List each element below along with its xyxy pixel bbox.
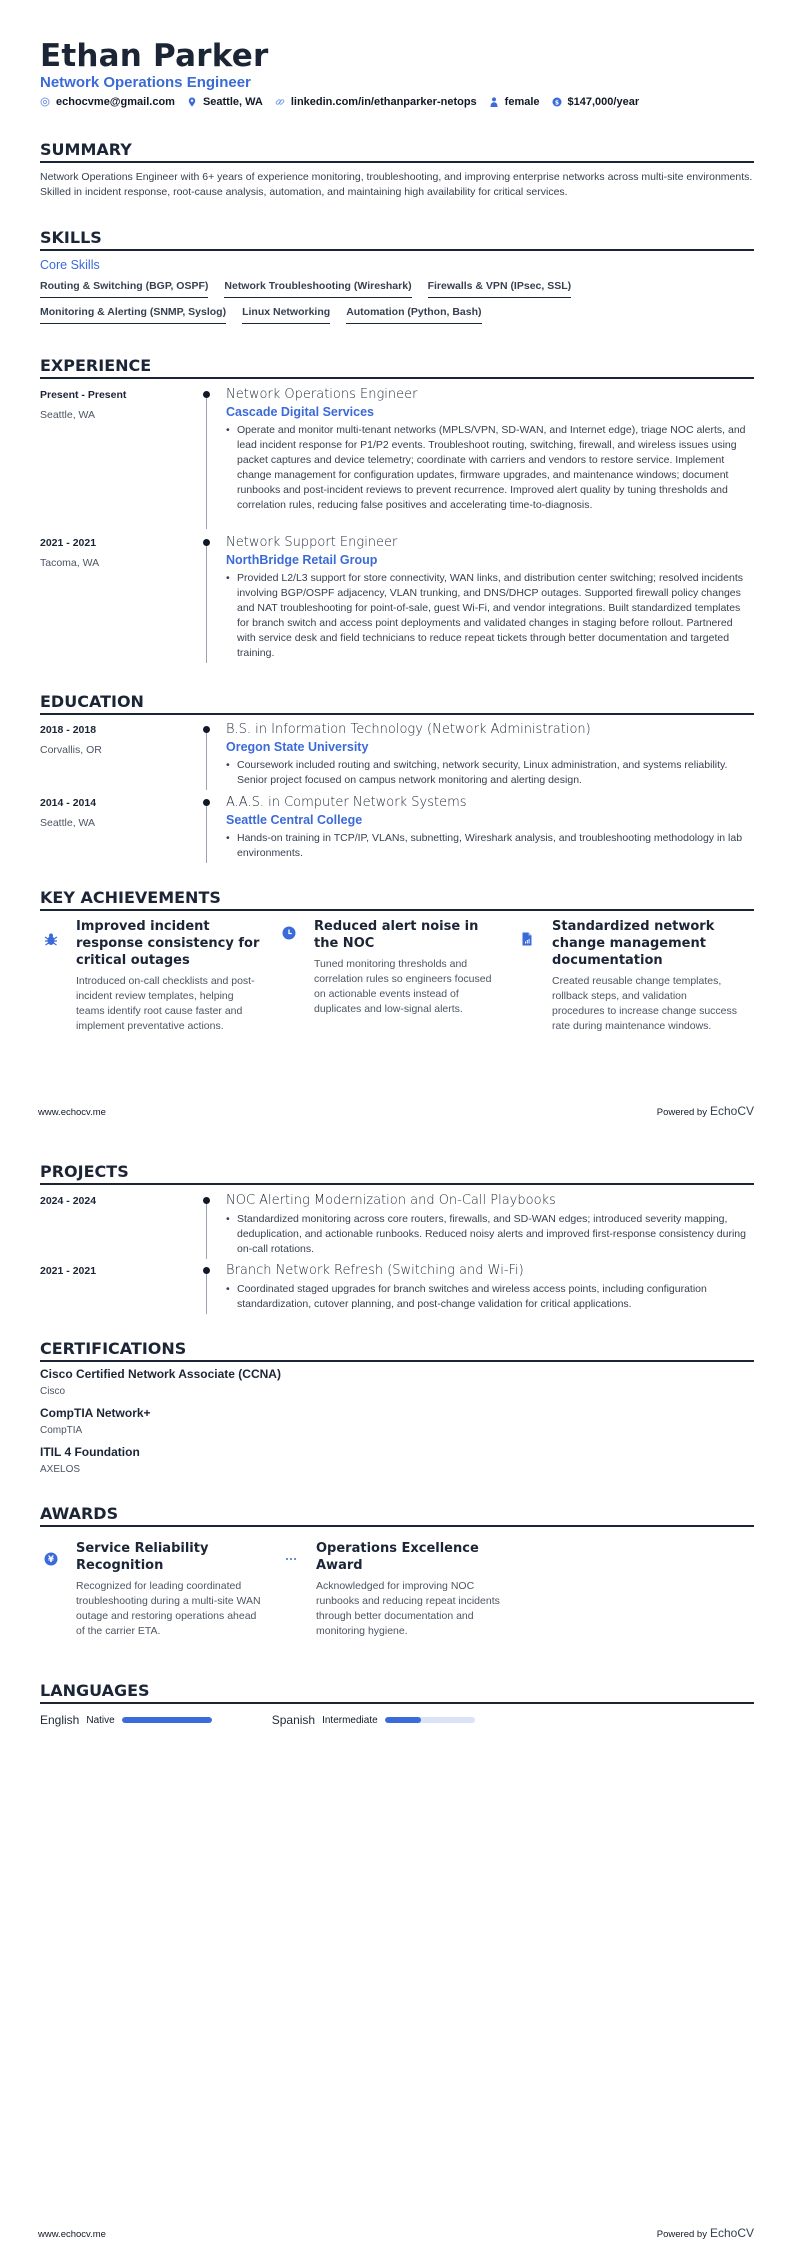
- language-level: Intermediate: [322, 1714, 378, 1726]
- section-title-summary: SUMMARY: [40, 140, 754, 163]
- certification-item: [40, 1445, 140, 1475]
- footer-powered-label: Powered by: [656, 1107, 707, 1118]
- candidate-name: Ethan Parker: [40, 38, 269, 74]
- bug-icon: [44, 932, 58, 946]
- achievements-grid: [40, 918, 754, 1034]
- contact-linkedin[interactable]: [275, 96, 477, 108]
- certification-issuer: Cisco: [40, 1386, 66, 1397]
- page-footer: [38, 1104, 754, 1118]
- page-footer: [38, 2226, 754, 2240]
- section-title-awards: AWARDS: [40, 1504, 754, 1527]
- contact-email-text: echocvme@gmail.com: [56, 96, 175, 108]
- timeline-line: [206, 1269, 207, 1314]
- entry-bullet: • Coursework included routing and switching, network security, Linux administration, and systems reliability. Senior project focused on campus network monitoring and alerting design.: [226, 758, 754, 788]
- certification-name: Cisco Certified Network Associate (CCNA): [40, 1367, 281, 1381]
- timeline-line: [206, 393, 207, 529]
- section-title-languages: LANGUAGES: [40, 1681, 754, 1704]
- skill-tag: Network Troubleshooting (Wireshark): [224, 280, 411, 298]
- project-name: Branch Network Refresh (Switching and Wi-Fi): [226, 1263, 524, 1278]
- summary-text: Network Operations Engineer with 6+ years of experience monitoring, troubleshooting, and improving enterprise networks across multi-site environments. Skilled in incident response, root-cause analysis, automation, and maintaining high availability for critical services.: [40, 171, 753, 198]
- timeline-dot: [203, 539, 210, 546]
- skill-tag: Monitoring & Alerting (SNMP, Syslog): [40, 306, 226, 324]
- document-chart-icon: [520, 932, 534, 946]
- language-proficiency-bar: [385, 1717, 475, 1723]
- footer-brand[interactable]: EchoCV: [709, 2226, 754, 2240]
- certification-name: CompTIA Network+: [40, 1406, 151, 1420]
- contact-email[interactable]: [40, 96, 175, 108]
- award-title: Service Reliability Recognition: [76, 1541, 209, 1573]
- entry-location: Seattle, WA: [40, 409, 96, 421]
- language-proficiency-fill: [122, 1717, 212, 1723]
- achievement-desc: Introduced on-call checklists and post-incident review templates, helping teams identify root cause faster and implement preventative actions.: [76, 975, 255, 1032]
- entry-role: Network Operations Engineer: [226, 387, 418, 402]
- award-item: [40, 1540, 280, 1639]
- entry-date: 2018 - 2018: [40, 724, 97, 736]
- certification-issuer: AXELOS: [40, 1464, 81, 1475]
- entry-bullet: • Coordinated staged upgrades for branch switches and wireless access points, including configuration standardization, cutover planning, and post-change validation for critical applications.: [226, 1282, 754, 1312]
- skills-row-2: [40, 306, 482, 324]
- yen-coin-icon: [44, 1552, 58, 1566]
- person-icon: [489, 97, 499, 107]
- certification-name: ITIL 4 Foundation: [40, 1445, 140, 1459]
- certification-issuer: CompTIA: [40, 1425, 83, 1436]
- language-proficiency-bar: [122, 1717, 212, 1723]
- contact-salary: [552, 96, 640, 108]
- entry-role: Network Support Engineer: [226, 535, 398, 550]
- languages-list: [40, 1713, 475, 1727]
- achievement-desc: Created reusable change templates, rollback steps, and validation procedures to increase change success rate during maintenance windows.: [552, 975, 738, 1032]
- entry-date: 2024 - 2024: [40, 1195, 97, 1207]
- entry-degree: B.S. in Information Technology (Network Administration): [226, 722, 591, 737]
- footer-site-link[interactable]: www.echocv.me: [38, 2229, 106, 2240]
- section-title-experience: EXPERIENCE: [40, 356, 754, 379]
- timeline-dot: [203, 799, 210, 806]
- svg-text:$: $: [554, 99, 559, 107]
- skill-tag: Linux Networking: [242, 306, 330, 324]
- entry-bullet: • Provided L2/L3 support for store connectivity, WAN links, and distribution center switching; resolved incidents involving BGP/OSPF adjacency, VLAN trunking, and DNS/DHCP outages. Supported firewall policy changes and NAT troubleshooting for point-of-sale, guest Wi-Fi, and vendor integrations. Built standardized templates for branch switch and access point deployments and validated changes in staging before rollout. Partnered with service desk and field technicians to reduce repeat tickets through better documentation and targeted training.: [226, 571, 754, 661]
- contact-gender: [489, 96, 540, 108]
- map-pin-icon: [187, 97, 197, 107]
- entry-date: Present - Present: [40, 389, 127, 401]
- skill-tag: Routing & Switching (BGP, OSPF): [40, 280, 208, 298]
- at-icon: [40, 97, 50, 107]
- section-title-achievements: KEY ACHIEVEMENTS: [40, 888, 754, 911]
- contact-salary-text: $147,000/year: [567, 96, 640, 108]
- footer-site-link[interactable]: www.echocv.me: [38, 1107, 106, 1118]
- timeline-line: [206, 1199, 207, 1259]
- achievement-item: [278, 918, 516, 1034]
- entry-bullet: • Hands-on training in TCP/IP, VLANs, subnetting, Wireshark analysis, and troubleshooting methodology in lab environments.: [226, 831, 754, 861]
- section-title-projects: PROJECTS: [40, 1162, 754, 1185]
- section-title-skills: SKILLS: [40, 228, 754, 251]
- achievement-desc: Tuned monitoring thresholds and correlation rules so engineers focused on actionable events instead of duplicates and low-signal alerts.: [314, 958, 492, 1015]
- contact-linkedin-text: linkedin.com/in/ethanparker-netops: [290, 96, 477, 108]
- footer-powered-label: Powered by: [656, 2229, 707, 2240]
- awards-list: [40, 1540, 520, 1639]
- entry-bullet: • Standardized monitoring across core routers, firewalls, and SD-WAN edges; introduced severity mapping, deduplication, and actionable runbooks. Reduced noisy alerts and improved first-response consistency during on-call rotations.: [226, 1212, 754, 1257]
- entry-location: Tacoma, WA: [40, 557, 100, 569]
- contact-bar: [40, 96, 639, 108]
- ellipsis-icon: [284, 1552, 298, 1566]
- timeline-dot: [203, 1267, 210, 1274]
- entry-location: Seattle, WA: [40, 817, 96, 829]
- achievement-title: Standardized network change management documentation: [552, 919, 715, 968]
- timeline-line: [206, 801, 207, 863]
- contact-gender-text: female: [504, 96, 540, 108]
- timeline-dot: [203, 726, 210, 733]
- entry-degree: A.A.S. in Computer Network Systems: [226, 795, 467, 810]
- achievement-title: Improved incident response consistency for critical outages: [76, 919, 260, 968]
- language-name: English: [40, 1713, 80, 1727]
- timeline-dot: [203, 1197, 210, 1204]
- certification-item: [40, 1367, 281, 1397]
- entry-bullet: • Operate and monitor multi-tenant networks (MPLS/VPN, SD-WAN, and Internet edge), triage NOC alerts, and lead incident response for P1/P2 events. Troubleshoot routing, switching, firewall, and wireless issues using packet captures and device telemetry; coordinate with carriers and vendors to restore service. Implement change management for configuration updates, firmware upgrades, and maintenance windows; document runbooks and post-incident reviews to prevent recurrence. Improved alert quality by tuning thresholds and correlation rules, reducing false positives and accelerating time-to-diagnosis.: [226, 423, 754, 513]
- contact-location: [187, 96, 263, 108]
- timeline-line: [206, 541, 207, 663]
- contact-location-text: Seattle, WA: [202, 96, 263, 108]
- svg-text:¥: ¥: [48, 1555, 54, 1566]
- link-icon: [275, 97, 285, 107]
- project-name: NOC Alerting Modernization and On-Call Playbooks: [226, 1193, 556, 1208]
- skills-row-1: [40, 280, 571, 298]
- clock-icon: [282, 926, 296, 940]
- footer-brand[interactable]: EchoCV: [709, 1104, 754, 1118]
- section-title-education: EDUCATION: [40, 692, 754, 715]
- language-item: [40, 1713, 212, 1727]
- footer-powered: [657, 2226, 754, 2240]
- entry-date: 2021 - 2021: [40, 537, 97, 549]
- skill-tag: Firewalls & VPN (IPsec, SSL): [428, 280, 572, 298]
- language-proficiency-fill: [385, 1717, 421, 1723]
- entry-school: Oregon State University: [226, 740, 369, 754]
- certification-item: [40, 1406, 151, 1436]
- entry-date: 2014 - 2014: [40, 797, 97, 809]
- language-level: Native: [86, 1714, 115, 1726]
- achievement-item: [40, 918, 278, 1034]
- achievement-item: [516, 918, 754, 1034]
- award-desc: Recognized for leading coordinated troubleshooting during a multi-site WAN outage and restoring operations ahead of the carrier ETA.: [76, 1580, 261, 1637]
- footer-powered: [657, 1104, 754, 1118]
- entry-org: Cascade Digital Services: [226, 405, 374, 419]
- award-item: [280, 1540, 520, 1639]
- skill-tag: Automation (Python, Bash): [346, 306, 481, 324]
- money-icon: [552, 97, 562, 107]
- timeline-line: [206, 728, 207, 790]
- award-title: Operations Excellence Award: [316, 1541, 479, 1573]
- language-name: Spanish: [271, 1713, 316, 1727]
- achievement-title: Reduced alert noise in the NOC: [314, 919, 479, 951]
- entry-location: Corvallis, OR: [40, 744, 102, 756]
- entry-school: Seattle Central College: [226, 813, 363, 827]
- language-item: [272, 1713, 475, 1727]
- skills-group-label: Core Skills: [40, 258, 100, 272]
- candidate-title: Network Operations Engineer: [40, 74, 251, 91]
- entry-date: 2021 - 2021: [40, 1265, 97, 1277]
- timeline-dot: [203, 391, 210, 398]
- award-desc: Acknowledged for improving NOC runbooks and reducing repeat incidents through better documentation and monitoring hygiene.: [316, 1580, 500, 1637]
- section-title-certifications: CERTIFICATIONS: [40, 1339, 754, 1362]
- entry-org: NorthBridge Retail Group: [226, 553, 378, 567]
